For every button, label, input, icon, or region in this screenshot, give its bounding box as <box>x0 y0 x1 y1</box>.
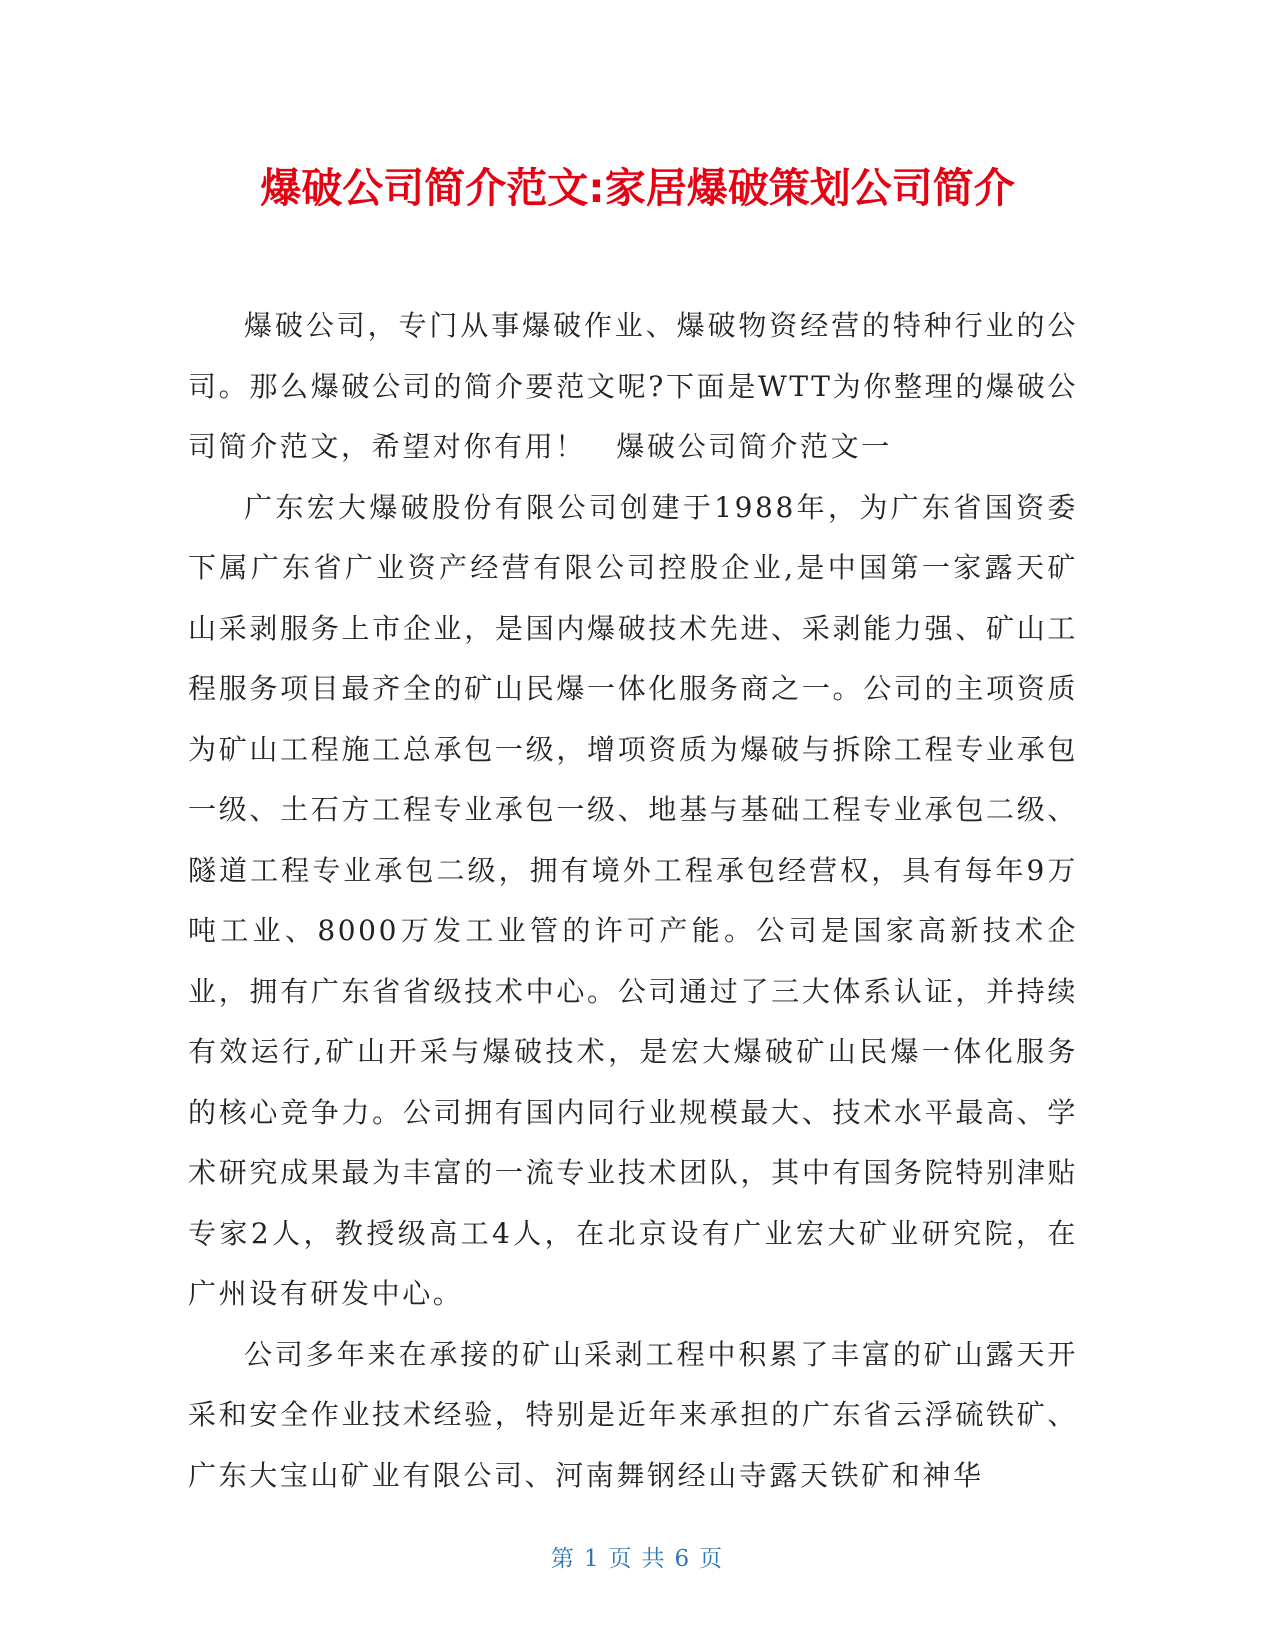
footer-total-pages: 6 <box>674 1546 692 1572</box>
document-title: 爆破公司简介范文:家居爆破策划公司简介 <box>260 164 1015 212</box>
footer-page-word: 页 <box>608 1546 634 1572</box>
footer-total-prefix: 共 <box>641 1546 667 1572</box>
footer-current-page: 1 <box>583 1546 601 1572</box>
document-body <box>188 296 1078 1506</box>
paragraph-company-profile: 广东宏大爆破股份有限公司创建于1988年，为广东省国资委下属广东省广业资产经营有限公司控股企业,是中国第一家露天矿山采剥服务上市企业，是国内爆破技术先进、采剥能力强、矿山工程服务项目最齐全的矿山民爆一体化服务商之一。公司的主项资质为矿山工程施工总承包一级，增项资质为爆破与拆除工程专业承包一级、土石方工程专业承包一级、地基与基础工程专业承包二级、隧道工程专业承包二级，拥有境外工程承包经营权，具有每年9万吨工业、8000万发工业管的许可产能。公司是国家高新技术企业，拥有广东省省级技术中心。公司通过了三大体系认证，并持续有效运行,矿山开采与爆破技术，是宏大爆破矿山民爆一体化服务的核心竞争力。公司拥有国内同行业规模最大、技术水平最高、学术研究成果最为丰富的一流专业技术团队，其中有国务院特别津贴专家2人，教授级高工4人，在北京设有广业宏大矿业研究院，在广州设有研发中心。 <box>188 490 1078 1310</box>
page-footer <box>0 1543 1275 1575</box>
footer-suffix: 页 <box>699 1546 725 1572</box>
paragraph-experience: 公司多年来在承接的矿山采剥工程中积累了丰富的矿山露天开采和安全作业技术经验，特别是近年来承担的广东省云浮硫铁矿、广东大宝山矿业有限公司、河南舞钢经山寺露天铁矿和神华 <box>188 1337 1078 1492</box>
paragraph-intro: 爆破公司，专门从事爆破作业、爆破物资经营的特种行业的公司。那么爆破公司的简介要范文呢?下面是WTT为你整理的爆破公司简介范文，希望对你有用！ 爆破公司简介范文一 <box>188 309 1078 463</box>
footer-prefix: 第 <box>550 1546 576 1572</box>
